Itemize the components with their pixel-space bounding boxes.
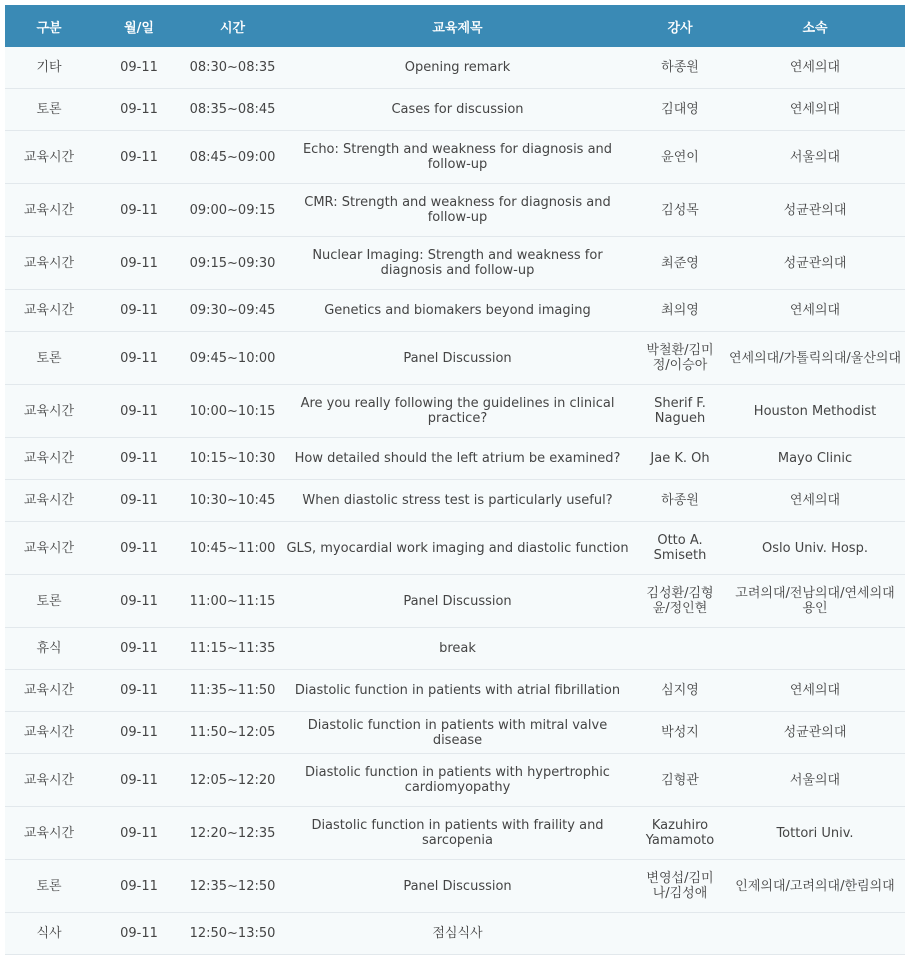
row-speaker: 하종원 <box>635 47 725 89</box>
row-date: 09-11 <box>93 575 185 628</box>
row-time: 11:15~11:35 <box>185 628 280 670</box>
table-body <box>5 47 905 955</box>
row-affiliation: 고려의대/전남의대/연세의대 용인 <box>725 575 905 628</box>
table-row <box>5 480 905 522</box>
row-speaker: 최의영 <box>635 290 725 332</box>
row-time: 08:45~09:00 <box>185 131 280 184</box>
table-row <box>5 754 905 807</box>
table-row <box>5 913 905 955</box>
row-title: How detailed should the left atrium be examined? <box>280 438 635 480</box>
row-speaker: 박성지 <box>635 712 725 754</box>
row-speaker: Sherif F. Nagueh <box>635 385 725 438</box>
row-time: 09:15~09:30 <box>185 237 280 290</box>
row-time: 11:50~12:05 <box>185 712 280 754</box>
row-type: 교육시간 <box>5 754 93 807</box>
row-affiliation <box>725 913 905 955</box>
row-time: 09:45~10:00 <box>185 332 280 385</box>
row-title: GLS, myocardial work imaging and diastolic function <box>280 522 635 575</box>
row-time: 09:00~09:15 <box>185 184 280 237</box>
row-date: 09-11 <box>93 131 185 184</box>
table-row <box>5 131 905 184</box>
row-time: 10:00~10:15 <box>185 385 280 438</box>
row-speaker: 변영섭/김미나/김성애 <box>635 860 725 913</box>
table-row <box>5 628 905 670</box>
row-date: 09-11 <box>93 860 185 913</box>
table-row <box>5 712 905 754</box>
row-affiliation: Oslo Univ. Hosp. <box>725 522 905 575</box>
row-time: 12:50~13:50 <box>185 913 280 955</box>
row-type: 교육시간 <box>5 237 93 290</box>
table-row <box>5 522 905 575</box>
row-date: 09-11 <box>93 184 185 237</box>
table-row <box>5 332 905 385</box>
row-type: 토론 <box>5 860 93 913</box>
row-title: CMR: Strength and weakness for diagnosis and follow-up <box>280 184 635 237</box>
row-time: 12:05~12:20 <box>185 754 280 807</box>
row-type: 토론 <box>5 575 93 628</box>
row-date: 09-11 <box>93 47 185 89</box>
row-affiliation: 인제의대/고려의대/한림의대 <box>725 860 905 913</box>
row-time: 11:35~11:50 <box>185 670 280 712</box>
header-time: 시간 <box>185 5 280 47</box>
table-row <box>5 807 905 860</box>
header-speaker: 강사 <box>635 5 725 47</box>
row-speaker: 최준영 <box>635 237 725 290</box>
table-row <box>5 385 905 438</box>
row-type: 휴식 <box>5 628 93 670</box>
row-speaker: 김성환/김형윤/정인현 <box>635 575 725 628</box>
row-speaker: 윤연이 <box>635 131 725 184</box>
table-row <box>5 184 905 237</box>
row-title: Diastolic function in patients with fraility and sarcopenia <box>280 807 635 860</box>
row-affiliation: 성균관의대 <box>725 712 905 754</box>
row-date: 09-11 <box>93 290 185 332</box>
row-affiliation: 연세의대 <box>725 89 905 131</box>
row-time: 09:30~09:45 <box>185 290 280 332</box>
row-type: 교육시간 <box>5 385 93 438</box>
table-row <box>5 860 905 913</box>
row-date: 09-11 <box>93 385 185 438</box>
table-row <box>5 438 905 480</box>
row-affiliation: 서울의대 <box>725 754 905 807</box>
row-speaker: Kazuhiro Yamamoto <box>635 807 725 860</box>
row-speaker: 김형관 <box>635 754 725 807</box>
row-title: Panel Discussion <box>280 332 635 385</box>
row-date: 09-11 <box>93 89 185 131</box>
row-affiliation: Tottori Univ. <box>725 807 905 860</box>
row-type: 교육시간 <box>5 522 93 575</box>
row-title: Nuclear Imaging: Strength and weakness for diagnosis and follow-up <box>280 237 635 290</box>
table-row <box>5 47 905 89</box>
row-speaker: 심지영 <box>635 670 725 712</box>
row-date: 09-11 <box>93 712 185 754</box>
row-type: 교육시간 <box>5 438 93 480</box>
row-affiliation <box>725 628 905 670</box>
row-title: break <box>280 628 635 670</box>
row-type: 교육시간 <box>5 290 93 332</box>
row-type: 교육시간 <box>5 807 93 860</box>
row-title: When diastolic stress test is particularly useful? <box>280 480 635 522</box>
row-time: 10:45~11:00 <box>185 522 280 575</box>
row-title: 점심식사 <box>280 913 635 955</box>
row-affiliation: 연세의대 <box>725 670 905 712</box>
row-time: 12:35~12:50 <box>185 860 280 913</box>
row-title: Diastolic function in patients with hypertrophic cardiomyopathy <box>280 754 635 807</box>
row-type: 교육시간 <box>5 712 93 754</box>
row-date: 09-11 <box>93 807 185 860</box>
row-time: 10:15~10:30 <box>185 438 280 480</box>
row-date: 09-11 <box>93 913 185 955</box>
table-row <box>5 89 905 131</box>
row-affiliation: 연세의대 <box>725 480 905 522</box>
row-time: 10:30~10:45 <box>185 480 280 522</box>
row-affiliation: 성균관의대 <box>725 237 905 290</box>
row-title: Diastolic function in patients with atrial fibrillation <box>280 670 635 712</box>
row-affiliation: Mayo Clinic <box>725 438 905 480</box>
row-affiliation: Houston Methodist <box>725 385 905 438</box>
row-title: Panel Discussion <box>280 575 635 628</box>
row-date: 09-11 <box>93 522 185 575</box>
row-date: 09-11 <box>93 438 185 480</box>
row-title: Echo: Strength and weakness for diagnosis and follow-up <box>280 131 635 184</box>
row-speaker: Jae K. Oh <box>635 438 725 480</box>
row-speaker <box>635 913 725 955</box>
row-type: 기타 <box>5 47 93 89</box>
table-row <box>5 290 905 332</box>
row-affiliation: 성균관의대 <box>725 184 905 237</box>
row-speaker: 김대영 <box>635 89 725 131</box>
row-speaker: 박철환/김미정/이승아 <box>635 332 725 385</box>
row-date: 09-11 <box>93 628 185 670</box>
row-date: 09-11 <box>93 480 185 522</box>
row-type: 교육시간 <box>5 670 93 712</box>
row-title: Diastolic function in patients with mitral valve disease <box>280 712 635 754</box>
table-row <box>5 237 905 290</box>
row-type: 교육시간 <box>5 131 93 184</box>
row-type: 토론 <box>5 332 93 385</box>
table-row <box>5 575 905 628</box>
row-speaker <box>635 628 725 670</box>
row-title: Cases for discussion <box>280 89 635 131</box>
row-type: 토론 <box>5 89 93 131</box>
row-time: 08:30~08:35 <box>185 47 280 89</box>
row-title: Panel Discussion <box>280 860 635 913</box>
row-time: 12:20~12:35 <box>185 807 280 860</box>
row-type: 교육시간 <box>5 480 93 522</box>
row-affiliation: 연세의대 <box>725 47 905 89</box>
row-title: Are you really following the guidelines in clinical practice? <box>280 385 635 438</box>
header-title: 교육제목 <box>280 5 635 47</box>
table-header <box>5 5 905 47</box>
header-row <box>5 5 905 47</box>
row-speaker: Otto A. Smiseth <box>635 522 725 575</box>
row-speaker: 하종원 <box>635 480 725 522</box>
schedule-table-container <box>5 5 905 955</box>
row-affiliation: 서울의대 <box>725 131 905 184</box>
row-title: Opening remark <box>280 47 635 89</box>
schedule-table <box>5 5 905 955</box>
row-date: 09-11 <box>93 332 185 385</box>
row-date: 09-11 <box>93 754 185 807</box>
row-speaker: 김성목 <box>635 184 725 237</box>
row-time: 08:35~08:45 <box>185 89 280 131</box>
header-type: 구분 <box>5 5 93 47</box>
table-row <box>5 670 905 712</box>
header-date: 월/일 <box>93 5 185 47</box>
row-date: 09-11 <box>93 670 185 712</box>
header-affiliation: 소속 <box>725 5 905 47</box>
row-affiliation: 연세의대/가톨릭의대/울산의대 <box>725 332 905 385</box>
row-affiliation: 연세의대 <box>725 290 905 332</box>
row-title: Genetics and biomakers beyond imaging <box>280 290 635 332</box>
row-type: 교육시간 <box>5 184 93 237</box>
row-date: 09-11 <box>93 237 185 290</box>
row-type: 식사 <box>5 913 93 955</box>
row-time: 11:00~11:15 <box>185 575 280 628</box>
